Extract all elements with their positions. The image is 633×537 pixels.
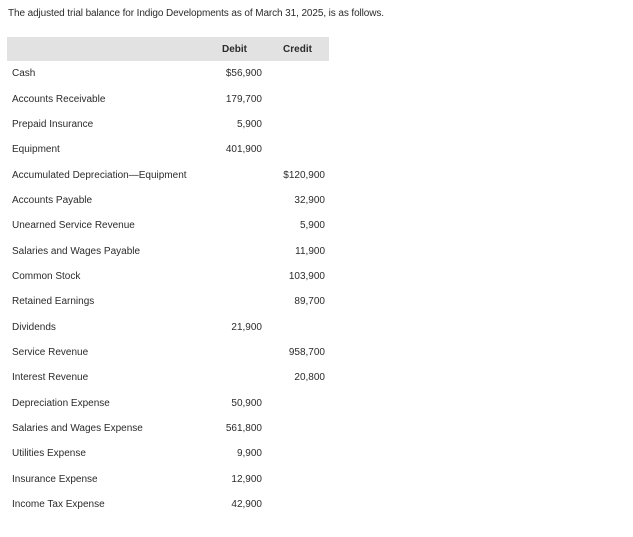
account-name-cell: Equipment: [12, 144, 60, 156]
account-name-cell: Salaries and Wages Payable: [12, 245, 141, 257]
debit-cell: [203, 340, 266, 365]
table-row: [7, 137, 329, 162]
account-name-cell: Salaries and Wages Expense: [12, 422, 143, 434]
account-name-cell: Service Revenue: [12, 346, 89, 358]
credit-cell: [266, 416, 329, 441]
account-name-cell: Depreciation Expense: [12, 397, 110, 409]
account-name-cell: Dividends: [12, 321, 56, 333]
table-row: [7, 492, 329, 517]
intro-text: The adjusted trial balance for Indigo Developments as of March 31, 2025, is as follows.: [8, 8, 384, 19]
account-name-cell: Accounts Receivable: [12, 93, 106, 105]
account-name-cell: Income Tax Expense: [12, 499, 105, 511]
debit-cell: [203, 213, 266, 238]
account-column-header: [7, 37, 203, 61]
debit-cell: 21,900: [231, 321, 262, 333]
credit-cell: [266, 314, 329, 339]
credit-cell: [266, 86, 329, 111]
credit-cell: [266, 492, 329, 517]
credit-cell: 103,900: [288, 270, 325, 282]
account-name-cell: Common Stock: [12, 270, 81, 282]
account-name-cell: Accounts Payable: [12, 194, 93, 206]
credit-cell: $120,900: [283, 169, 325, 181]
debit-column-header: Debit: [222, 43, 247, 55]
credit-cell: 32,900: [294, 194, 325, 206]
account-name-cell: Insurance Expense: [12, 473, 98, 485]
account-name-cell: Accumulated Depreciation—Equipment: [12, 169, 187, 181]
credit-cell: [266, 467, 329, 492]
debit-cell: [203, 188, 266, 213]
account-name-cell: Interest Revenue: [12, 372, 89, 384]
table-header-row: [7, 37, 329, 61]
table-row: [7, 441, 329, 466]
debit-cell: 12,900: [231, 473, 262, 485]
table-row: [7, 238, 329, 263]
debit-cell: $56,900: [225, 68, 262, 80]
table-row: [7, 213, 329, 238]
table-row: [7, 264, 329, 289]
account-name-cell: Unearned Service Revenue: [12, 220, 135, 232]
debit-cell: [203, 238, 266, 263]
debit-cell: 42,900: [231, 499, 262, 511]
table-row: [7, 314, 329, 339]
credit-cell: [266, 112, 329, 137]
table-row: [7, 416, 329, 441]
table-row: [7, 289, 329, 314]
account-name-cell: Utilities Expense: [12, 448, 86, 460]
debit-cell: 50,900: [231, 397, 262, 409]
table-row: [7, 61, 329, 86]
credit-cell: [266, 390, 329, 415]
account-name-cell: Cash: [12, 68, 36, 80]
trial-balance-table: [7, 37, 329, 517]
debit-cell: 5,900: [236, 118, 262, 130]
account-name-cell: Retained Earnings: [12, 296, 95, 308]
debit-cell: 9,900: [236, 448, 262, 460]
table-row: [7, 188, 329, 213]
credit-cell: 958,700: [288, 346, 325, 358]
table-body: [7, 61, 329, 517]
table-row: [7, 467, 329, 492]
table-row: [7, 162, 329, 187]
credit-cell: [266, 137, 329, 162]
credit-cell: [266, 61, 329, 86]
account-name-cell: Prepaid Insurance: [12, 118, 94, 130]
debit-cell: 179,700: [225, 93, 262, 105]
table-row: [7, 390, 329, 415]
debit-cell: [203, 162, 266, 187]
credit-cell: 5,900: [299, 220, 325, 232]
debit-cell: [203, 365, 266, 390]
credit-cell: [266, 441, 329, 466]
table-row: [7, 112, 329, 137]
credit-cell: 11,900: [295, 245, 325, 257]
debit-cell: 401,900: [225, 144, 262, 156]
table-row: [7, 365, 329, 390]
table-row: [7, 340, 329, 365]
debit-cell: 561,800: [225, 422, 262, 434]
credit-column-header: Credit: [283, 43, 312, 55]
table-row: [7, 86, 329, 111]
debit-cell: [203, 264, 266, 289]
credit-cell: 89,700: [294, 296, 325, 308]
credit-cell: 20,800: [294, 372, 325, 384]
debit-cell: [203, 289, 266, 314]
